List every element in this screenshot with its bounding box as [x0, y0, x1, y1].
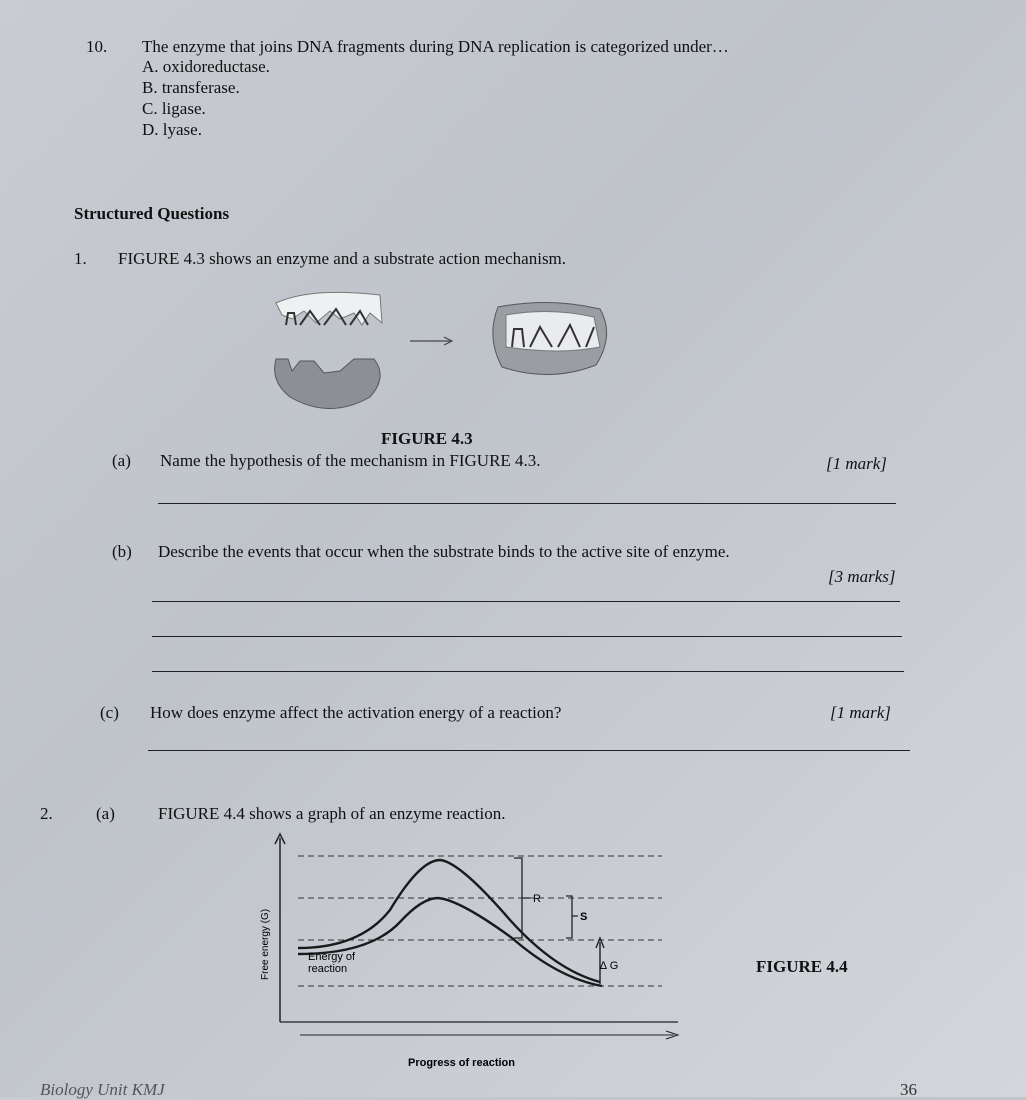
q1c-marks: [1 mark]: [830, 703, 891, 722]
q2a-text: FIGURE 4.4 shows a graph of an enzyme reaction.: [158, 804, 506, 823]
figure-4-3-caption: FIGURE 4.3: [381, 429, 473, 448]
q1b-label: (b): [112, 542, 132, 561]
figure-4-4-graph: [250, 830, 690, 1070]
footer-left: Biology Unit KMJ: [40, 1080, 165, 1099]
q10-option-d: D. lyase.: [142, 120, 202, 139]
y-axis-label: Free energy (G): [260, 908, 271, 980]
q1a-answer-line[interactable]: [158, 503, 896, 504]
label-reaction: reaction: [308, 963, 348, 975]
label-energy: Energy of: [308, 951, 356, 963]
q10-option-a: A. oxidoreductase.: [142, 57, 270, 76]
q1-stem: FIGURE 4.3 shows an enzyme and a substrate action mechanism.: [118, 249, 567, 268]
label-s: S: [580, 911, 588, 923]
q1a-text: Name the hypothesis of the mechanism in FIGURE 4.3.: [160, 451, 541, 470]
q1b-answer-line-1[interactable]: [152, 601, 900, 602]
q10-number: 10.: [86, 37, 108, 56]
enzyme-shape: [275, 359, 381, 409]
q1c-label: (c): [100, 703, 119, 722]
q1c-answer-line[interactable]: [148, 750, 910, 751]
q1c-text: How does enzyme affect the activation energy of a reaction?: [150, 703, 562, 722]
x-axis-label: Progress of reaction: [408, 1057, 515, 1069]
q1b-text: Describe the events that occur when the substrate binds to the active site of enzyme.: [158, 542, 730, 561]
label-delta-g: ∆ G: [600, 960, 619, 972]
q10-stem: The enzyme that joins DNA fragments during DNA replication is categorized under…: [142, 37, 729, 56]
q1-number: 1.: [74, 249, 87, 268]
bracket-s: [566, 896, 578, 938]
page-number: 36: [900, 1080, 917, 1099]
q1b-marks: [3 marks]: [828, 567, 896, 586]
q1b-answer-line-2[interactable]: [152, 636, 902, 637]
q2a-label: (a): [96, 804, 115, 823]
q2-number: 2.: [40, 804, 53, 823]
q10-option-c: C. ligase.: [142, 99, 206, 118]
figure-4-4-caption: FIGURE 4.4: [756, 957, 848, 976]
label-r: R: [533, 893, 541, 905]
figure-4-3-illustration: [270, 285, 620, 420]
section-title: Structured Questions: [74, 204, 230, 223]
q1b-answer-line-3[interactable]: [152, 671, 904, 672]
q1a-label: (a): [112, 451, 131, 470]
q1a-marks: [1 mark]: [826, 454, 887, 473]
q10-option-b: B. transferase.: [142, 78, 240, 97]
